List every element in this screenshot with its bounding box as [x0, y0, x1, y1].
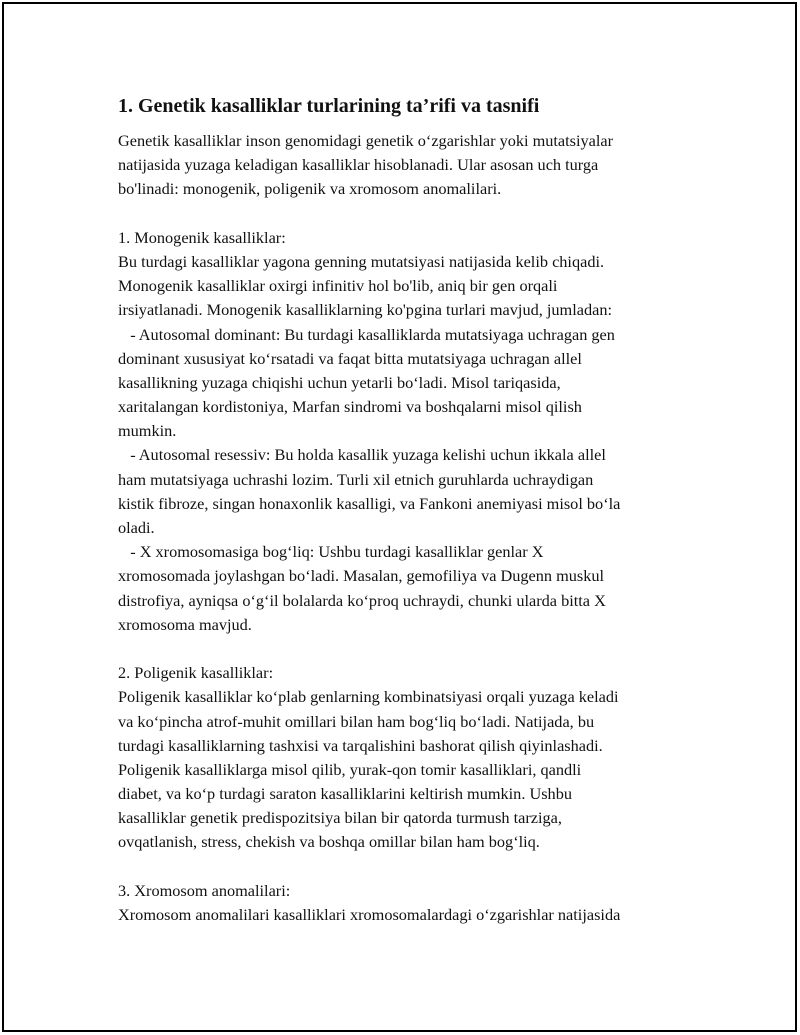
chromosomal-section: [118, 879, 698, 927]
text-line: kasalliklar genetik predispozitsiya bilan bir qatorda turmush tarziga,: [118, 808, 562, 828]
monogenic-section: [118, 226, 698, 637]
text-line: bo'linadi: monogenik, poligenik va xromosom anomalilari.: [118, 179, 502, 199]
text-line: Bu turdagi kasalliklar yagona genning mutatsiyasi natijasida kelib chiqadi.: [118, 251, 605, 271]
text-line: Monogenik kasalliklar oxirgi infinitiv hol bo'lib, aniq bir gen orqali: [118, 276, 558, 296]
text-line: Poligenik kasalliklarga misol qilib, yurak-qon tomir kasalliklari, qandli: [118, 759, 582, 779]
text-line: oladi.: [118, 518, 155, 537]
subsection-title: 1. Monogenik kasalliklar:: [118, 227, 286, 247]
paragraph-spacer: [118, 855, 698, 879]
text-line: natijasida yuzaga keladigan kasalliklar hisoblanadi. Ular asosan uch turga: [118, 155, 599, 175]
text-line: Poligenik kasalliklar ko‘plab genlarning kombinatsiyasi orqali yuzaga keladi: [118, 687, 619, 707]
text-line: xaritalangan kordistoniya, Marfan sindromi va boshqalarni misol qilish: [118, 397, 582, 417]
list-item-line: - X xromosomasiga bog‘liq: Ushbu turdagi kasalliklar genlar X: [118, 542, 544, 562]
text-line: va ko‘pincha atrof-muhit omillari bilan ham bog‘liq bo‘ladi. Natijada, bu: [118, 711, 595, 731]
text-line: xromosoma mavjud.: [118, 614, 252, 634]
text-line: irsiyatlanadi. Monogenik kasalliklarning ko'pgina turlari mavjud, jumladan:: [118, 300, 612, 320]
subsection-title: 2. Poligenik kasalliklar:: [118, 663, 274, 683]
paragraph-spacer: [118, 202, 698, 226]
text-line: Xromosom anomalilari kasalliklari xromosomalardagi o‘zgarishlar natijasida: [118, 905, 621, 924]
text-line: kasallikning yuzaga chiqishi uchun yetarli bo‘ladi. Misol tariqasida,: [118, 372, 561, 392]
text-line: ham mutatsiyaga uchrashi lozim. Turli xil etnich guruhlarda uchraydigan: [118, 469, 594, 489]
text-line: mumkin.: [118, 421, 177, 441]
text-line: ovqatlanish, stress, chekish va boshqa omillar bilan ham bog‘liq.: [118, 832, 540, 852]
intro-paragraph: [118, 129, 698, 202]
text-line: xromosomada joylashgan bo‘ladi. Masalan, gemofiliya va Dugenn muskul: [118, 566, 605, 586]
text-line: distrofiya, ayniqsa o‘g‘il bolalarda ko‘proq uchraydi, chunki ularda bitta X: [118, 590, 606, 610]
subsection-title: 3. Xromosom anomalilari:: [118, 880, 291, 900]
text-line: diabet, va ko‘p turdagi saraton kasalliklarini keltirish mumkin. Ushbu: [118, 784, 572, 804]
paragraph-spacer: [118, 637, 698, 661]
list-item-line: - Autosomal dominant: Bu turdagi kasalliklarda mutatsiyaga uchragan gen: [118, 324, 615, 344]
section-heading: 1. Genetik kasalliklar turlarining ta’rifi va tasnifi: [118, 95, 540, 117]
text-line: Genetik kasalliklar inson genomidagi genetik o‘zgarishlar yoki mutatsiyalar: [118, 131, 614, 150]
text-line: dominant xususiyat ko‘rsatadi va faqat bitta mutatsiyaga uchragan allel: [118, 348, 582, 368]
document-body: [118, 93, 698, 927]
list-item-line: - Autosomal resessiv: Bu holda kasallik yuzaga kelishi uchun ikkala allel: [118, 445, 606, 465]
polygenic-section: [118, 661, 698, 855]
text-line: kistik fibroze, singan honaxonlik kasalligi, va Fankoni anemiyasi misol bo‘la: [118, 493, 621, 513]
text-line: turdagi kasalliklarning tashxisi va tarqalishini bashorat qilish qiyinlashadi.: [118, 735, 603, 755]
